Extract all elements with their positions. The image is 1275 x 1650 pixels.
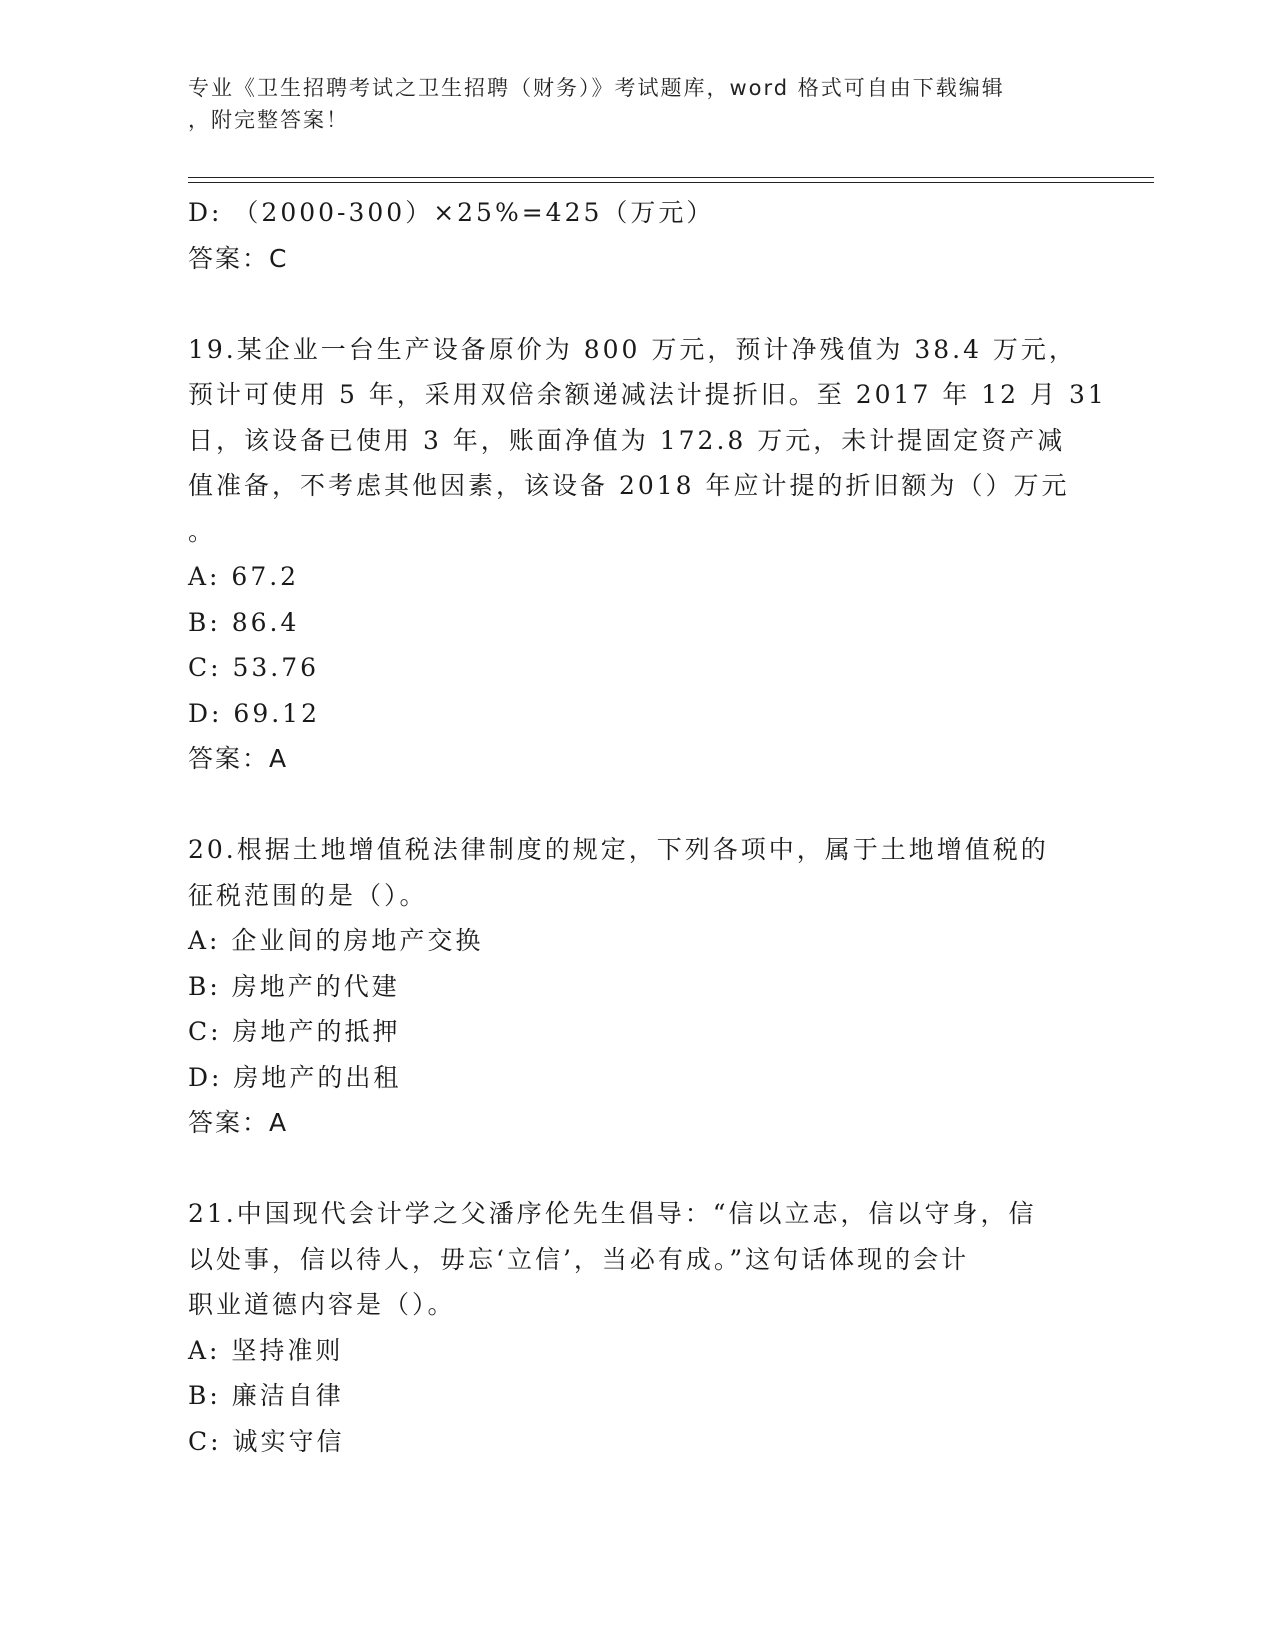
option-c: C: 53.76 (188, 653, 320, 682)
option-a: A: 67.2 (188, 562, 300, 591)
question-20 (188, 827, 1088, 1146)
question-stem-line: 以处事，信以待人，毋忘‘立信’，当必有成。”这句话体现的会计 (188, 1244, 970, 1274)
answer-line: 答案：C (188, 243, 289, 273)
option-a: A: 企业间的房地产交换 (188, 926, 484, 955)
question-stem-line: 20.根据土地增值税法律制度的规定，下列各项中，属于土地增值税的 (188, 835, 1049, 864)
option-a: A: 坚持准则 (188, 1335, 344, 1365)
spacer (188, 1146, 1088, 1192)
question-18-tail (188, 190, 1088, 281)
answer-line: 答案：A (188, 744, 289, 773)
option-d: D: 69.12 (188, 698, 320, 728)
option-c: C: 房地产的抵押 (188, 1017, 401, 1046)
answer-line: 答案：A (188, 1108, 289, 1137)
question-21 (188, 1191, 1088, 1464)
option-d: D: （2000-300）×25%=425（万元） (188, 198, 715, 227)
question-stem-line: 预计可使用 5 年，采用双倍余额递减法计提折旧。至 2017 年 12 月 31 (188, 380, 1107, 409)
header-line-1: 专业《卫生招聘考试之卫生招聘（财务）》考试题库，word 格式可自由下载编辑 (188, 76, 1005, 100)
option-b: B: 廉洁自律 (188, 1381, 344, 1410)
option-b: B: 房地产的代建 (188, 971, 400, 1001)
header-divider-bottom (188, 182, 1154, 183)
option-b: B: 86.4 (188, 607, 300, 637)
header-divider-top (188, 177, 1154, 178)
question-stem-line: 日，该设备已使用 3 年，账面净值为 172.8 万元，未计提固定资产减 (188, 425, 1066, 455)
spacer (188, 782, 1088, 828)
document-header (188, 72, 1068, 136)
option-d: D: 房地产的出租 (188, 1062, 402, 1092)
question-19 (188, 327, 1107, 782)
question-stem-line: 。 (188, 516, 217, 546)
spacer (188, 281, 1088, 327)
header-line-2: ，附完整答案！ (188, 108, 349, 132)
question-stem-line: 21.中国现代会计学之父潘序伦先生倡导：“信以立志，信以守身，信 (188, 1199, 1037, 1228)
document-body (188, 190, 1107, 1464)
question-stem-line: 职业道德内容是（）。 (188, 1290, 456, 1319)
question-stem-line: 19.某企业一台生产设备原价为 800 万元，预计净残值为 38.4 万元， (188, 334, 1077, 364)
option-c: C: 诚实守信 (188, 1426, 345, 1456)
question-stem-line: 征税范围的是（）。 (188, 880, 428, 910)
question-stem-line: 值准备，不考虑其他因素，该设备 2018 年应计提的折旧额为（）万元 (188, 471, 1070, 500)
